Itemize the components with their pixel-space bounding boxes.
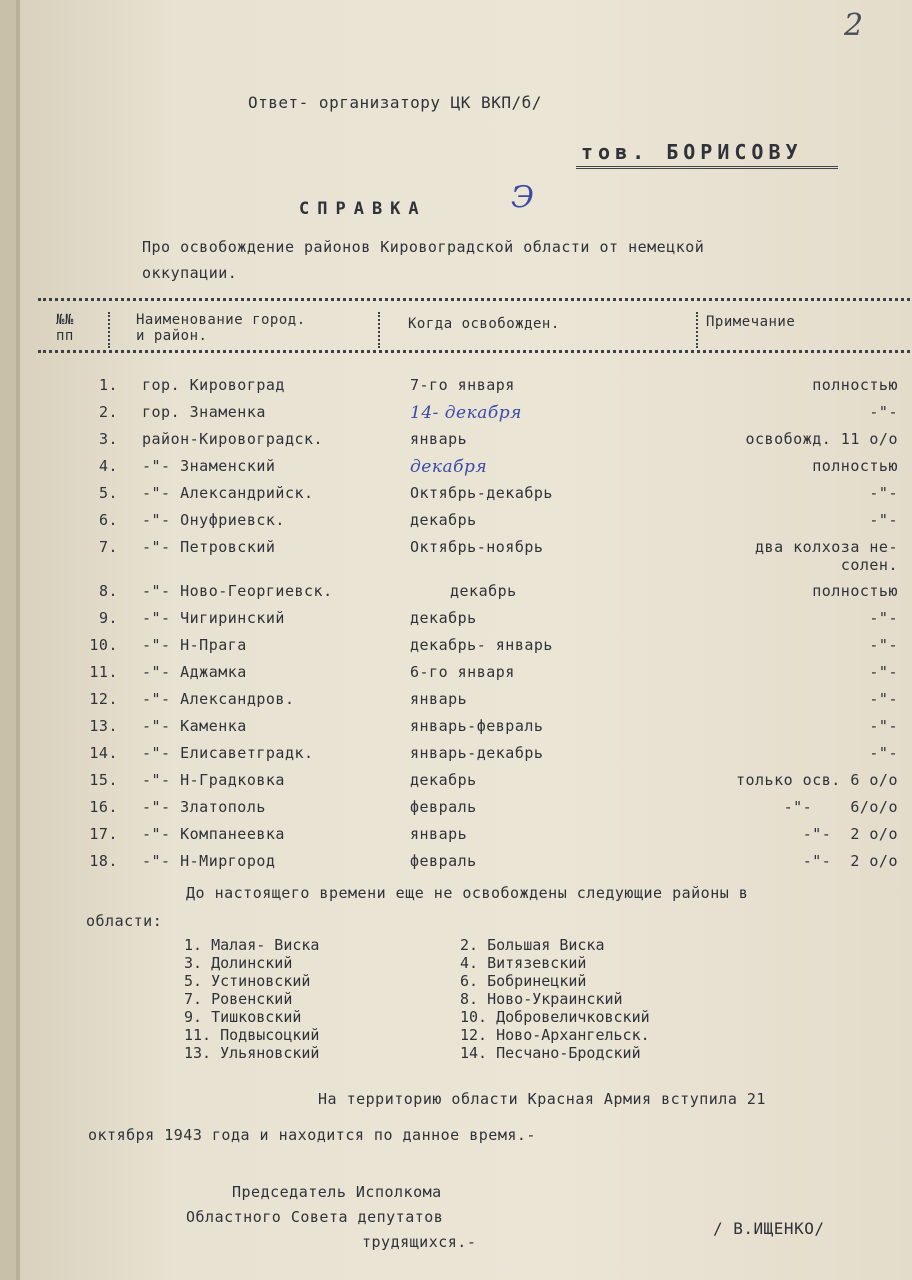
- row-name: -"- Аджамка: [142, 663, 247, 681]
- table-row: [16, 609, 912, 635]
- row-number: 7.: [98, 538, 118, 556]
- row-date: январь-февраль: [410, 717, 544, 735]
- row-date: Октябрь-декабрь: [410, 484, 553, 502]
- row-name: -"- Елисаветградк.: [142, 744, 314, 762]
- row-name: -"- Н-Миргород: [142, 852, 276, 870]
- row-note: -"-: [869, 511, 898, 529]
- table-row: [16, 663, 912, 689]
- row-name: -"- Знаменский: [142, 457, 276, 475]
- table-row: [16, 771, 912, 797]
- header-separator: [378, 312, 380, 348]
- table-row: [16, 744, 912, 770]
- table-row: [16, 852, 912, 878]
- list-item: 10. Добровеличковский: [460, 1008, 650, 1026]
- row-note: -"-: [869, 636, 898, 654]
- row-number: 9.: [98, 609, 118, 627]
- row-date: январь: [410, 690, 468, 708]
- row-name: район-Кировоградск.: [142, 430, 324, 448]
- row-date: 6-го января: [410, 663, 515, 681]
- row-name: гор. Кировоград: [142, 376, 285, 394]
- row-number: 2.: [98, 403, 118, 421]
- row-note: -"- 2 о/о: [802, 852, 898, 870]
- table-row: [16, 430, 912, 456]
- table-row: [16, 484, 912, 510]
- list-item: 6. Бобринецкий: [460, 972, 587, 990]
- recipient-name: тов. БОРИСОВУ: [581, 140, 803, 164]
- list-item: 13. Ульяновский: [184, 1044, 320, 1062]
- row-name: -"- Чигиринский: [142, 609, 285, 627]
- table-row: [16, 376, 912, 402]
- list-item: 12. Ново-Архангельск.: [460, 1026, 650, 1044]
- table-row: [16, 582, 912, 608]
- row-note: -"-: [869, 609, 898, 627]
- signature-name: / В.ИЩЕНКО/: [713, 1219, 825, 1238]
- row-name: -"- Александров.: [142, 690, 295, 708]
- list-item: 5. Устиновский: [184, 972, 311, 990]
- row-date: 14- декабря: [410, 403, 522, 423]
- signature-title-2: Областного Совета депутатов: [186, 1208, 444, 1226]
- row-date: декабрь: [410, 609, 477, 627]
- table-row: [16, 717, 912, 743]
- row-note: -"-: [869, 717, 898, 735]
- row-date: 7-го января: [410, 376, 515, 394]
- row-name: -"- Александрийск.: [142, 484, 314, 502]
- row-note: полностью: [812, 376, 898, 394]
- row-number: 18.: [89, 852, 118, 870]
- row-date: Октябрь-ноябрь: [410, 538, 544, 556]
- row-note: освобожд. 11 о/о: [745, 430, 898, 448]
- row-date: январь-декабрь: [410, 744, 544, 762]
- row-note: полностью: [812, 457, 898, 475]
- closing-line-1: На территорию области Красная Армия вступила 21: [318, 1090, 766, 1108]
- addressee-line: Ответ- организатору ЦК ВКП/б/: [248, 93, 542, 112]
- not-liberated-intro-2: области:: [86, 912, 163, 930]
- table-header-rule: [38, 350, 910, 353]
- table-row: [16, 690, 912, 716]
- row-note: -"-: [869, 663, 898, 681]
- row-date: январь: [410, 825, 468, 843]
- row-number: 17.: [89, 825, 118, 843]
- row-date: декабрь- январь: [410, 636, 553, 654]
- row-number: 14.: [89, 744, 118, 762]
- row-number: 3.: [98, 430, 118, 448]
- row-note: полностью: [812, 582, 898, 600]
- header-separator: [108, 312, 110, 348]
- list-item: 14. Песчано-Бродский: [460, 1044, 641, 1062]
- row-name: -"- Онуфриевск.: [142, 511, 285, 529]
- row-number: 10.: [89, 636, 118, 654]
- row-name: -"- Н-Прага: [142, 636, 247, 654]
- row-name: -"- Ново-Георгиевск.: [142, 582, 333, 600]
- row-name: гор. Знаменка: [142, 403, 266, 421]
- row-note: -"-: [869, 744, 898, 762]
- list-item: 1. Малая- Виска: [184, 936, 320, 954]
- signature-title-1: Председатель Исполкома: [232, 1183, 442, 1201]
- header-note: Примечание: [706, 314, 796, 330]
- row-note: -"- 6/о/о: [783, 798, 898, 816]
- handwritten-title-mark: Э: [511, 180, 535, 215]
- row-name: -"- Компанеевка: [142, 825, 285, 843]
- row-date: декабрь: [410, 511, 477, 529]
- row-number: 16.: [89, 798, 118, 816]
- row-number: 8.: [98, 582, 118, 600]
- not-liberated-list-right: [460, 936, 650, 1062]
- row-number: 13.: [89, 717, 118, 735]
- row-name: -"- Каменка: [142, 717, 247, 735]
- subject-line-1: Про освобождение районов Кировоградской области от немецкой: [142, 238, 705, 256]
- row-date: январь: [410, 430, 468, 448]
- row-date: декабрь: [450, 582, 517, 600]
- row-date: февраль: [410, 852, 477, 870]
- not-liberated-list-left: [184, 936, 319, 1062]
- document-sheet: [16, 0, 912, 1280]
- row-number: 1.: [98, 376, 118, 394]
- list-item: 2. Большая Виска: [460, 936, 605, 954]
- handwritten-page-number: 2: [844, 8, 864, 43]
- row-number: 12.: [89, 690, 118, 708]
- closing-line-2: октября 1943 года и находится по данное время.-: [88, 1126, 536, 1144]
- table-row: [16, 457, 912, 483]
- table-row: [16, 636, 912, 662]
- table-row: [16, 538, 912, 574]
- row-number: 4.: [98, 457, 118, 475]
- row-number: 6.: [98, 511, 118, 529]
- row-number: 11.: [89, 663, 118, 681]
- header-number: №№ пп: [56, 312, 74, 344]
- document-title: СПРАВКА: [299, 199, 427, 219]
- signature-title-3: трудящихся.-: [362, 1233, 477, 1251]
- list-item: 4. Витязевский: [460, 954, 587, 972]
- row-number: 5.: [98, 484, 118, 502]
- list-item: 11. Подвысоцкий: [184, 1026, 320, 1044]
- not-liberated-intro-1: До настоящего времени еще не освобождены следующие районы в: [186, 884, 749, 902]
- recipient-underline: [576, 166, 838, 169]
- row-note: -"-: [869, 484, 898, 502]
- row-note: -"- 2 о/о: [802, 825, 898, 843]
- table-top-rule: [38, 298, 910, 301]
- row-name: -"- Н-Градковка: [142, 771, 285, 789]
- table-row: [16, 403, 912, 429]
- row-name: -"- Петровский: [142, 538, 276, 556]
- row-note: два колхоза не- солен.: [755, 538, 898, 574]
- header-separator: [696, 312, 698, 348]
- table-row: [16, 825, 912, 851]
- table-row: [16, 798, 912, 824]
- row-note: -"-: [869, 690, 898, 708]
- list-item: 3. Долинский: [184, 954, 293, 972]
- header-name: Наименование город. и район.: [136, 312, 306, 344]
- row-date: февраль: [410, 798, 477, 816]
- row-note: только осв. 6 о/о: [735, 771, 898, 789]
- list-item: 8. Ново-Украинский: [460, 990, 623, 1008]
- list-item: 7. Ровенский: [184, 990, 293, 1008]
- row-date: декабрь: [410, 771, 477, 789]
- row-name: -"- Златополь: [142, 798, 266, 816]
- row-number: 15.: [89, 771, 118, 789]
- row-date: декабря: [410, 457, 488, 477]
- header-date: Когда освобожден.: [408, 316, 560, 332]
- table-row: [16, 511, 912, 537]
- list-item: 9. Тишковский: [184, 1008, 302, 1026]
- row-note: -"-: [869, 403, 898, 421]
- subject-line-2: оккупации.: [142, 264, 238, 282]
